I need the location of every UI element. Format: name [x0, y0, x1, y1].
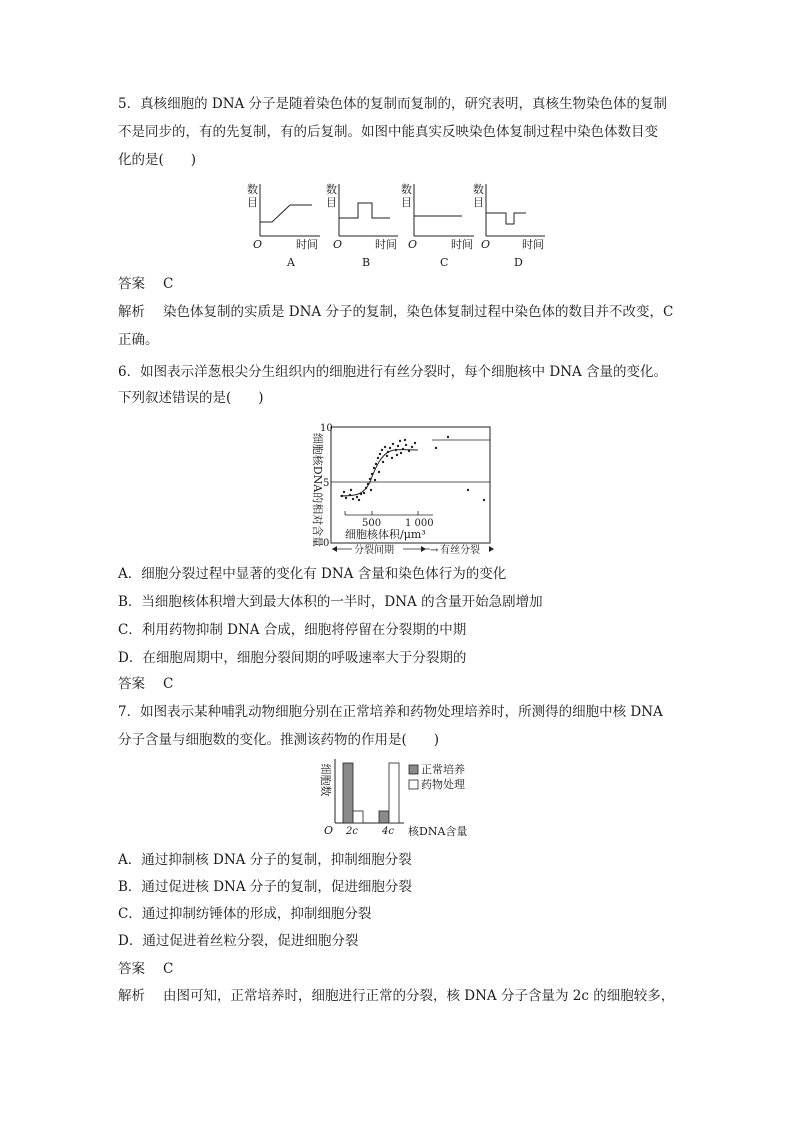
q7-chart [0, 755, 794, 845]
q7-xlabel: 核DNA含量 [408, 825, 468, 838]
q6-point-6 [343, 491, 345, 493]
q5-panel-b [326, 182, 398, 269]
q7-option-c: C．通过抑制纺锤体的形成，抑制细胞分裂 [118, 906, 372, 922]
q5-stem-line2: 不是同步的，有的先复制，有的后复制。如图中能真实反映染色体复制过程中染色体数目变 [118, 124, 658, 140]
q6-point-14 [373, 467, 375, 469]
q7-option-a: A．通过抑制核 DNA 分子的复制，抑制细胞分裂 [118, 852, 412, 868]
q7-stem-line2: 分子含量与细胞数的变化。推测该药物的作用是( ) [118, 732, 440, 748]
q6-point-30 [414, 442, 416, 444]
q6-point-13 [371, 473, 373, 475]
q6-phase-interphase: 分裂间期 [354, 545, 394, 556]
q5-b-label: B [362, 256, 371, 269]
q7-legend-drug: 药物处理 [421, 778, 465, 791]
q6-point-1 [345, 497, 347, 499]
q6-answer [118, 674, 173, 694]
q7-answer-value: C [163, 961, 174, 977]
q7-analysis-label: 解析 [118, 988, 145, 1004]
q7-ylabel: 细胞数 [319, 763, 332, 797]
q6-ytick-10: 10 [320, 423, 333, 434]
q6-point-43 [483, 499, 485, 501]
q6-point-16 [377, 457, 379, 459]
q6-point-12 [369, 478, 371, 480]
q5-a-ylabel-2: 目 [247, 196, 258, 209]
q6-point-18 [381, 449, 383, 451]
q6-point-19 [384, 446, 386, 448]
q7-bar-normal-2c [343, 763, 353, 823]
q5-a-xlabel: 时间 [296, 238, 318, 251]
q6-point-7 [350, 489, 352, 491]
q7-origin: O [324, 824, 334, 837]
q6-point-8 [358, 499, 360, 501]
q5-d-ylabel-1: 数 [473, 183, 484, 196]
q5-stem-line3: 化的是( ) [118, 152, 197, 168]
q7-stem-line1: 7．如图表示某种哺乳动物细胞分别在正常培养和药物处理培养时，所测得的细胞中核 DNA [118, 704, 663, 720]
q6-point-42 [467, 489, 469, 491]
q6-point-21 [389, 447, 391, 449]
q7-legend-normal: 正常培养 [421, 763, 465, 776]
q6-answer-label: 答案 [118, 676, 145, 692]
q6-ylabel: 细胞核DNA的相对含量 [311, 432, 324, 548]
q7-xtick-2c: 2c [346, 826, 358, 837]
q5-d-origin: O [481, 238, 491, 251]
q5-c-ylabel-2: 目 [401, 196, 412, 209]
q5-d-label: D [514, 256, 523, 269]
q5-c-label: C [440, 256, 449, 269]
q6-point-26 [402, 448, 404, 450]
q6-stem-line1: 6．如图表示洋葱根尖分生组织内的细胞进行有丝分裂时，每个细胞核中 DNA 含量的变化。 [118, 364, 668, 380]
q7-bar-drug-2c [353, 811, 363, 823]
q5-b-curve [339, 203, 390, 218]
q6-point-35 [386, 455, 388, 457]
q5-panel-c [401, 182, 474, 269]
q6-point-34 [382, 461, 384, 463]
q6-point-2 [349, 494, 351, 496]
q5-analysis-label: 解析 [118, 304, 145, 320]
q6-xtick-1000: 1 000 [405, 518, 434, 529]
q6-point-9 [363, 492, 365, 494]
q7-bar-normal-4c [379, 811, 389, 823]
q5-b-ylabel-2: 目 [326, 196, 337, 209]
q6-phase-mitosis: 有丝分裂 [440, 545, 480, 556]
q6-point-33 [378, 471, 380, 473]
q5-answer-label: 答案 [118, 276, 145, 292]
q5-stem-line1: 5．真核细胞的 DNA 分子是随着染色体的复制而复制的，研究表明，真核生物染色体的复制 [118, 96, 668, 112]
q7-analysis-line1 [118, 986, 674, 1006]
q6-point-17 [379, 453, 381, 455]
q6-point-36 [391, 457, 393, 459]
q6-point-23 [395, 449, 397, 451]
q6-xlabel: 细胞核体积/μm³ [345, 528, 426, 541]
q6-point-32 [374, 479, 376, 481]
q7-bar-drug-4c [389, 763, 399, 823]
q6-point-4 [356, 496, 358, 498]
q7-answer [118, 959, 173, 979]
q5-panel-d [473, 182, 545, 269]
q5-c-xlabel: 时间 [451, 238, 473, 251]
q7-answer-label: 答案 [118, 961, 145, 977]
q7-option-b: B．通过促进核 DNA 分子的复制，促进细胞分裂 [118, 879, 412, 895]
q5-b-origin: O [333, 238, 343, 251]
q6-point-31 [370, 489, 372, 491]
q7-analysis-text1: 由图可知，正常培养时，细胞进行正常的分裂，核 DNA 分子含量为 2c 的细胞较多， [163, 988, 675, 1004]
q5-d-curve [486, 213, 526, 224]
q6-point-25 [399, 440, 401, 442]
q5-answer [118, 274, 173, 294]
q5-figure [0, 178, 794, 278]
q5-analysis-line1 [118, 302, 673, 322]
q5-d-xlabel: 时间 [522, 238, 544, 251]
q6-option-a: A．细胞分裂过程中显著的变化有 DNA 含量和染色体行为的变化 [118, 566, 507, 582]
svg-text:→: → [430, 545, 439, 556]
q5-answer-value: C [163, 276, 174, 292]
q5-a-curve [260, 205, 312, 222]
q6-xtick-500: 500 [362, 518, 382, 529]
q5-analysis-text1: 染色体复制的实质是 DNA 分子的复制，染色体复制过程中染色体的数目并不改变，C [163, 304, 674, 320]
q7-option-d: D．通过促进着丝粒分裂，促进细胞分裂 [118, 933, 359, 949]
q5-analysis-line2: 正确。 [118, 332, 159, 348]
q7-bars [343, 763, 399, 823]
q6-point-38 [400, 452, 402, 454]
q5-a-origin: O [253, 238, 263, 251]
q6-option-c: C．利用药物抑制 DNA 合成，细胞将停留在分裂期的中期 [118, 622, 467, 638]
q6-ytick-5: 5 [323, 478, 330, 489]
q6-answer-value: C [163, 676, 174, 692]
q6-point-37 [396, 454, 398, 456]
q6-point-20 [387, 451, 389, 453]
q6-point-5 [360, 493, 362, 495]
q6-option-d: D．在细胞周期中，细胞分裂间期的呼吸速率大于分裂期的 [118, 650, 467, 666]
q6-point-10 [365, 487, 367, 489]
q6-mitosis-line [432, 440, 490, 500]
q6-point-39 [404, 439, 406, 441]
q5-b-xlabel: 时间 [375, 238, 397, 251]
q7-legend-swatch-normal [409, 765, 418, 774]
q6-point-24 [397, 445, 399, 447]
q5-a-ylabel-1: 数 [247, 183, 258, 196]
q6-ytick-0: 0 [323, 538, 330, 549]
q6-point-15 [375, 463, 377, 465]
q7-legend-swatch-drug [409, 780, 418, 789]
q5-d-ylabel-2: 目 [473, 196, 484, 209]
q6-point-40 [435, 447, 437, 449]
q6-stem-line2: 下列叙述错误的是( ) [118, 390, 264, 406]
q5-c-ylabel-1: 数 [401, 183, 412, 196]
q6-point-22 [392, 443, 394, 445]
q6-chart [0, 410, 794, 560]
q6-point-29 [411, 446, 413, 448]
q6-point-27 [405, 444, 407, 446]
q6-point-11 [367, 483, 369, 485]
q6-point-41 [447, 436, 449, 438]
q6-point-28 [408, 450, 410, 452]
q5-panel-a [247, 182, 320, 269]
q5-a-label: A [287, 256, 295, 269]
q6-point-3 [352, 498, 354, 500]
q5-b-ylabel-1: 数 [326, 183, 337, 196]
q5-c-origin: O [408, 238, 418, 251]
q6-point-0 [341, 495, 343, 497]
q7-xtick-4c: 4c [382, 826, 394, 837]
q6-option-b: B．当细胞核体积增大到最大体积的一半时，DNA 的含量开始急剧增加 [118, 594, 543, 610]
